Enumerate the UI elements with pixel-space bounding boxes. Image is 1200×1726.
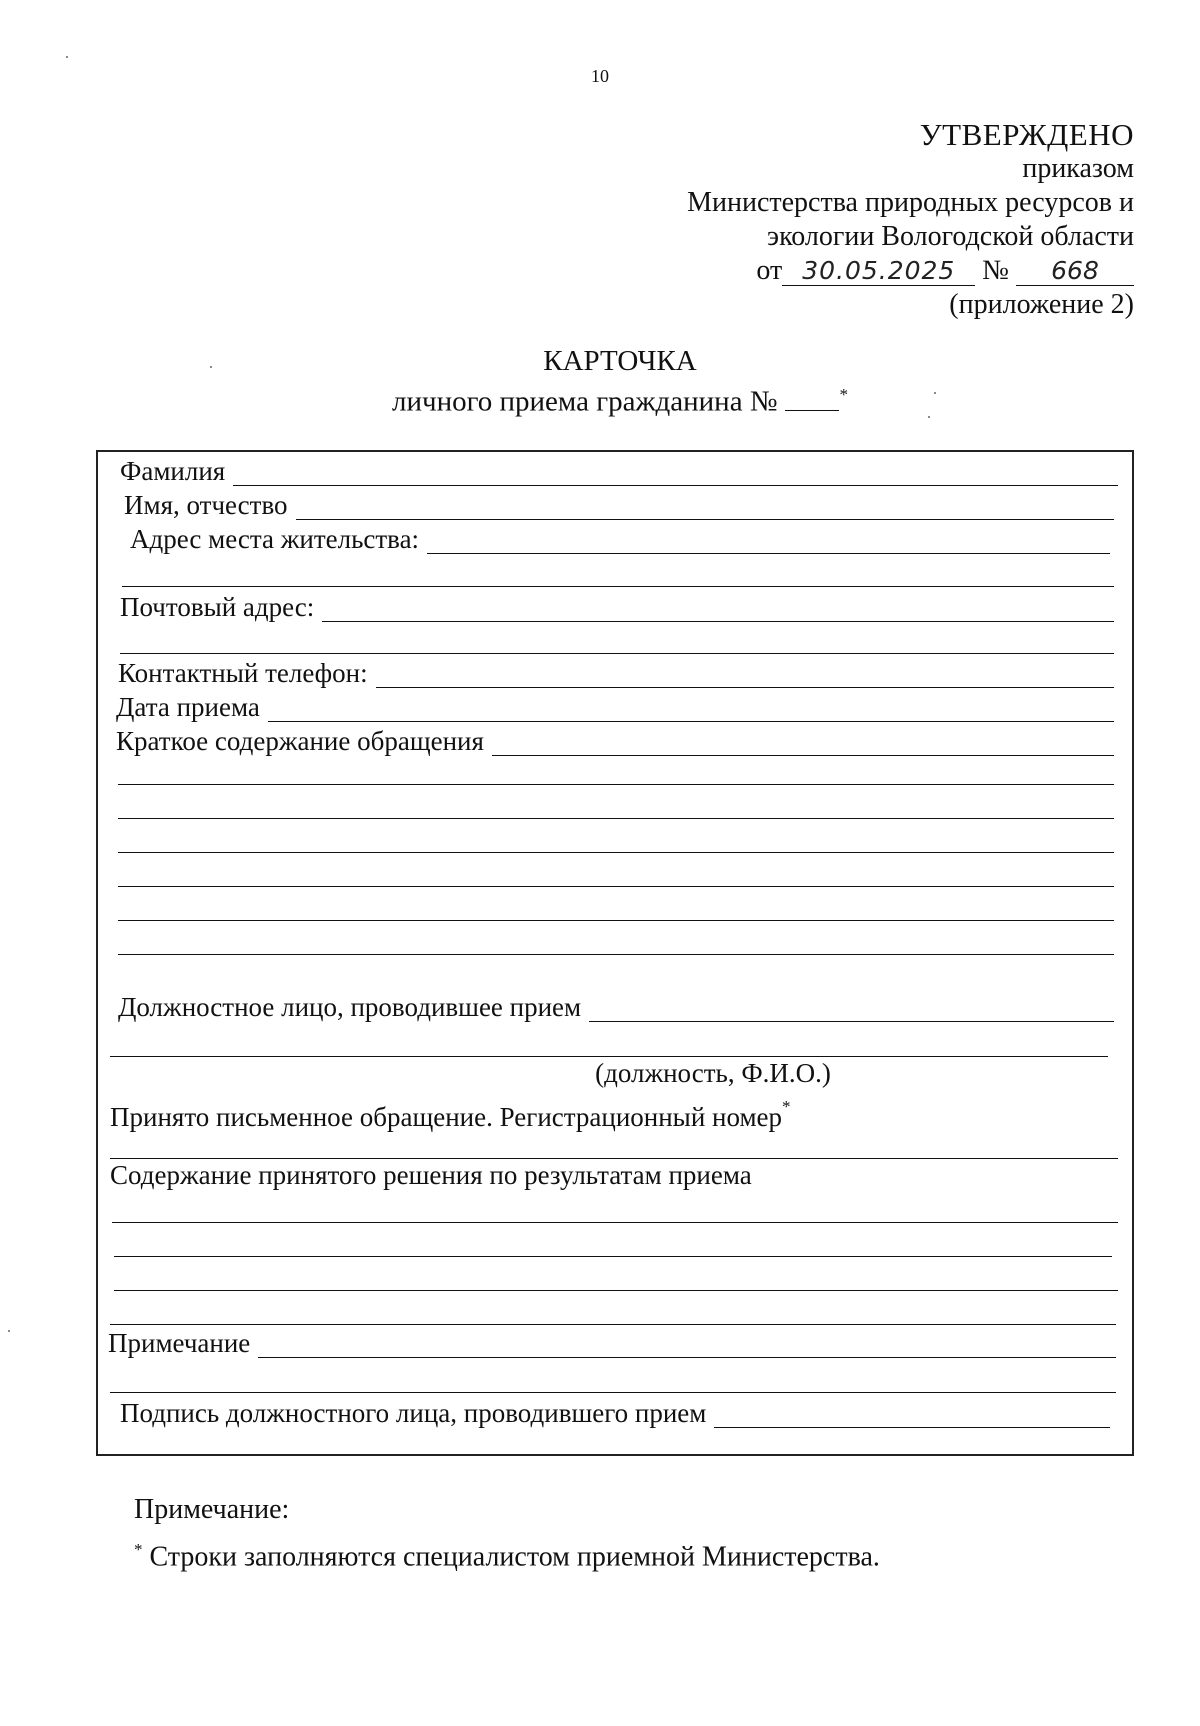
scan-speck xyxy=(66,56,68,58)
phone-label: Контактный телефон: xyxy=(118,658,368,688)
summary-line[interactable] xyxy=(118,920,1114,921)
decision-line[interactable] xyxy=(114,1256,1112,1257)
signature-field[interactable] xyxy=(714,1403,1110,1428)
footnote-heading: Примечание: xyxy=(134,1494,290,1525)
approval-line-1: приказом xyxy=(1022,153,1134,184)
official-label: Должностное лицо, проводившее прием xyxy=(118,992,582,1022)
postal-field[interactable] xyxy=(322,597,1114,622)
card-title xyxy=(0,344,1200,419)
name-field[interactable] xyxy=(296,495,1114,520)
residence-row xyxy=(130,524,1110,554)
surname-field[interactable] xyxy=(233,461,1118,486)
remark-extra-line[interactable] xyxy=(110,1392,1116,1393)
approval-block xyxy=(687,118,1134,322)
residence-label: Адрес места жительства: xyxy=(130,524,420,554)
reception-card-form xyxy=(96,450,1134,1456)
decision-line[interactable] xyxy=(110,1324,1116,1325)
footnote-text: * Строки заполняются специалистом приемной Министерства. xyxy=(134,1540,880,1573)
approval-line-3: экологии Вологодской области xyxy=(767,221,1134,252)
card-number-blank[interactable] xyxy=(785,410,839,411)
number-sign: № xyxy=(982,255,1009,286)
decision-line[interactable] xyxy=(112,1222,1118,1223)
phone-field[interactable] xyxy=(376,663,1114,688)
handwritten-number: 668 xyxy=(1016,257,1134,286)
surname-label: Фамилия xyxy=(120,456,226,486)
residence-field[interactable] xyxy=(427,529,1110,554)
summary-row xyxy=(116,726,1114,756)
approval-heading: УТВЕРЖДЕНО xyxy=(919,117,1134,152)
registration-number-line[interactable] xyxy=(110,1158,1118,1159)
remark-field[interactable] xyxy=(258,1333,1116,1358)
decision-line[interactable] xyxy=(114,1290,1118,1291)
written-row xyxy=(110,1092,1114,1132)
summary-field[interactable] xyxy=(492,731,1114,756)
scan-speck xyxy=(934,392,936,394)
postal-row xyxy=(120,592,1114,622)
remark-label: Примечание xyxy=(108,1328,251,1358)
surname-row xyxy=(120,456,1118,486)
official-row xyxy=(118,992,1114,1022)
scan-speck xyxy=(210,366,212,368)
summary-line[interactable] xyxy=(118,784,1114,785)
postal-extra-line[interactable] xyxy=(120,653,1114,654)
residence-extra-line[interactable] xyxy=(122,586,1114,587)
postal-label: Почтовый адрес: xyxy=(120,592,315,622)
page-number: 10 xyxy=(591,66,609,86)
title-line-2: личного приема гражданина № * xyxy=(392,385,848,418)
title-line-1: КАРТОЧКА xyxy=(543,345,697,377)
official-extra-line[interactable] xyxy=(110,1056,1108,1057)
handwritten-date: 30.05.2025 xyxy=(782,257,975,286)
written-label: Принято письменное обращение. Регистрационный номер* xyxy=(110,1097,791,1132)
decision-label: Содержание принятого решения по результатам приема xyxy=(110,1160,752,1190)
phone-row xyxy=(118,658,1114,688)
date-label: Дата приема xyxy=(116,692,260,722)
signature-label: Подпись должностного лица, проводившего прием xyxy=(120,1398,707,1428)
official-field[interactable] xyxy=(589,997,1114,1022)
approval-date-line xyxy=(687,254,1134,288)
scan-speck xyxy=(928,416,930,418)
summary-line[interactable] xyxy=(118,886,1114,887)
decision-row xyxy=(110,1160,1114,1190)
date-row xyxy=(116,692,1114,722)
footnote xyxy=(134,1490,880,1577)
official-caption: (должность, Ф.И.О.) xyxy=(595,1058,831,1088)
signature-row xyxy=(120,1398,1110,1428)
date-field[interactable] xyxy=(268,697,1114,722)
title-asterisk: * xyxy=(839,385,848,404)
remark-row xyxy=(108,1328,1116,1358)
summary-line[interactable] xyxy=(118,818,1114,819)
summary-line[interactable] xyxy=(118,852,1114,853)
date-prefix: от xyxy=(756,255,783,286)
scan-speck xyxy=(8,1330,10,1332)
name-row xyxy=(124,490,1114,520)
summary-label: Краткое содержание обращения xyxy=(116,726,484,756)
summary-line[interactable] xyxy=(118,954,1114,955)
appendix-label: (приложение 2) xyxy=(949,289,1134,320)
approval-line-2: Министерства природных ресурсов и xyxy=(687,187,1134,218)
name-label: Имя, отчество xyxy=(124,490,288,520)
